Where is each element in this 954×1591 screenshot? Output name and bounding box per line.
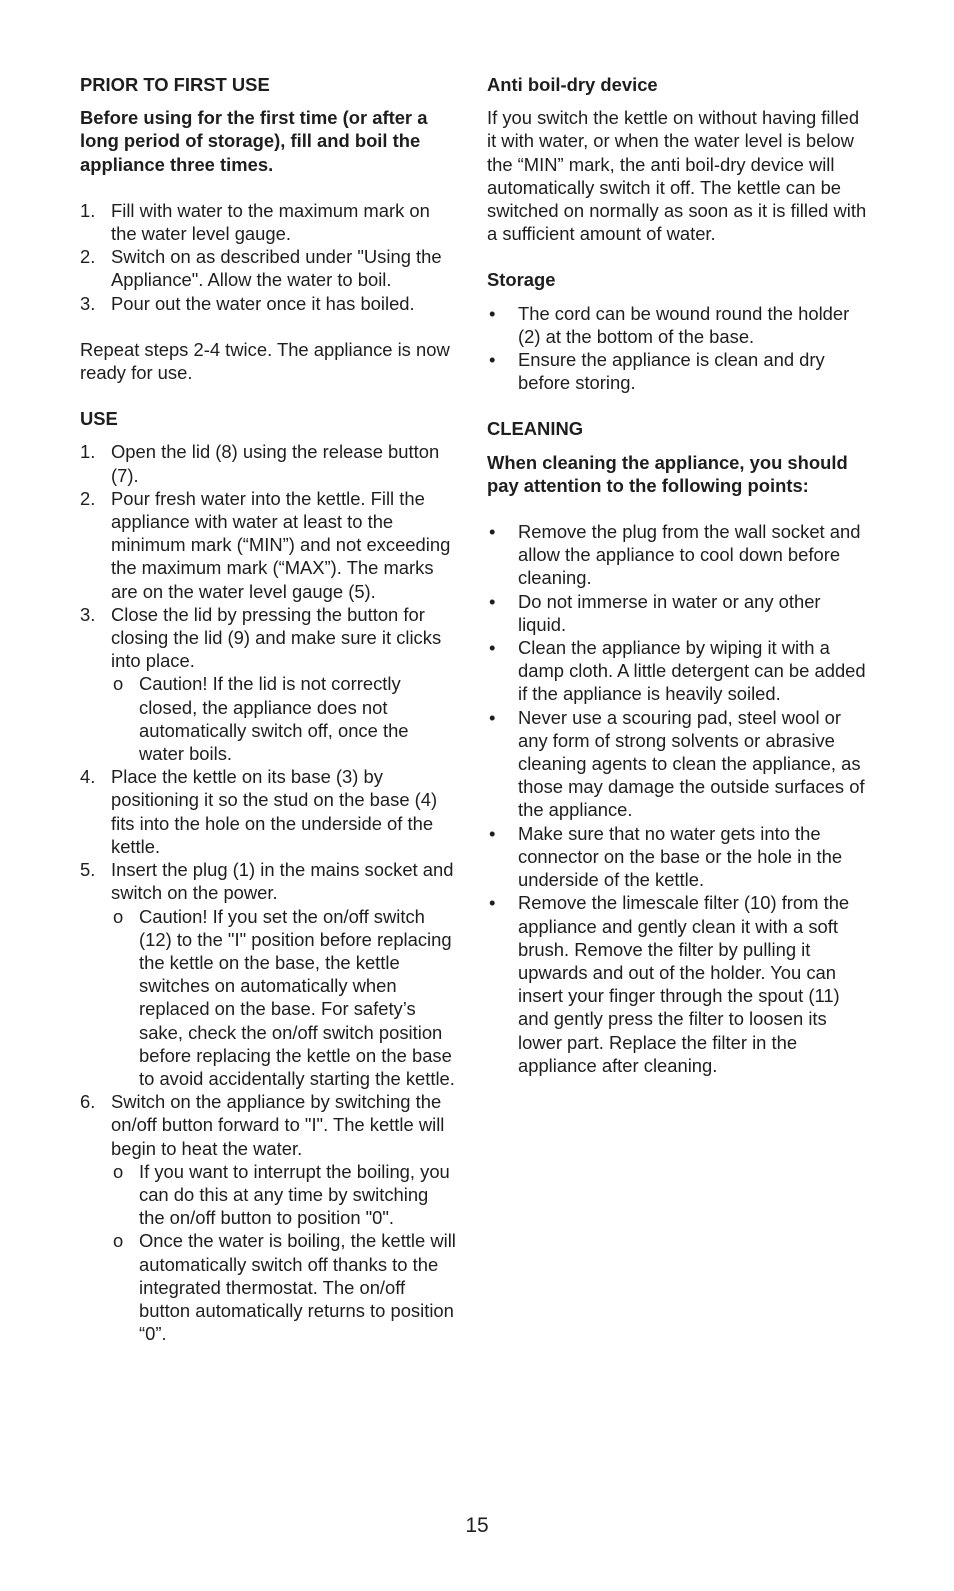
list-item <box>487 891 867 1077</box>
list-item <box>487 590 867 636</box>
prior-to-first-use-section <box>80 73 458 384</box>
section-heading: CLEANING <box>487 418 584 440</box>
sub-list-item <box>111 672 458 765</box>
step-text: Place the kettle on its base (3) by positioning it so the stud on the base (4) fits into the hole on the underside of the kettle. <box>111 766 438 857</box>
bullet-text: Never use a scouring pad, steel wool or any form of strong solvents or abrasive cleaning agents to clean the appliance, as those may damage the outside surfaces of the appliance. <box>518 706 865 821</box>
anti-boil-dry-section <box>487 73 867 245</box>
list-item <box>487 348 867 394</box>
bullet-text: Do not immerse in water or any other liquid. <box>518 590 821 635</box>
step-number: 3. <box>80 603 96 625</box>
bullet-marker: • <box>489 590 496 612</box>
prior-steps-list <box>80 199 458 315</box>
step-text: Switch on as described under "Using the Appliance". Allow the water to boil. <box>111 246 442 291</box>
storage-section <box>487 268 867 394</box>
step-number: 5. <box>80 859 96 881</box>
step-text: Switch on the appliance by switching the on/off button forward to "I". The kettle will begin to heat the water. <box>111 1091 445 1159</box>
sub-list <box>111 1160 458 1346</box>
step-text: Open the lid (8) using the release button (7). <box>111 441 440 486</box>
sub-list-item <box>111 905 458 1091</box>
left-column <box>80 73 458 1368</box>
bullet-marker: • <box>489 302 496 324</box>
section-paragraph: If you switch the kettle on without having filled it with water, or when the water level is below the “MIN” mark, the anti boil-dry device will automatically switch it off. The kettle can be switched on normally as soon as it is filled with a sufficient amount of water. <box>487 107 867 245</box>
step-number: 1. <box>80 199 96 221</box>
list-item <box>80 603 458 765</box>
sub-text: Caution! If the lid is not correctly closed, the appliance does not automatically switch off, once the water boils. <box>139 673 409 765</box>
bullet-text: Clean the appliance by wiping it with a damp cloth. A little detergent can be added if the appliance is heavily soiled. <box>518 637 866 705</box>
list-item <box>80 199 458 245</box>
section-heading: Storage <box>487 269 556 291</box>
list-item <box>80 858 458 1090</box>
sub-text: If you want to interrupt the boiling, you can do this at any time by switching the on/off button to position "0". <box>139 1160 450 1229</box>
bullet-text: Make sure that no water gets into the connector on the base or the hole in the underside of the kettle. <box>518 822 843 891</box>
list-item <box>487 706 867 822</box>
list-item <box>80 292 458 315</box>
bullet-marker: • <box>489 706 496 728</box>
list-item <box>487 302 867 348</box>
sub-marker: o <box>113 1160 124 1182</box>
sub-list-item <box>111 1160 458 1230</box>
use-section <box>80 407 458 1345</box>
bullet-marker: • <box>489 349 496 371</box>
bullet-marker: • <box>489 892 496 914</box>
list-item <box>80 487 458 603</box>
sub-list <box>111 672 458 765</box>
list-item <box>80 245 458 291</box>
list-item <box>80 765 458 858</box>
bullet-text: Remove the limescale filter (10) from the appliance and gently clean it with a soft brush. Remove the filter by pulling it upwards and out of the holder. You can insert your finger through the spout (11) and gently press the filter to loosen its lower part. Replace the filter in the appliance after cleaning. <box>518 892 850 1076</box>
section-heading: PRIOR TO FIRST USE <box>80 74 270 95</box>
bullet-marker: • <box>489 637 496 659</box>
step-number: 4. <box>80 766 96 788</box>
step-number: 6. <box>80 1091 96 1113</box>
section-heading: USE <box>80 408 118 430</box>
bullet-marker: • <box>489 822 496 844</box>
step-number: 2. <box>80 487 96 509</box>
step-text: Pour out the water once it has boiled. <box>111 292 415 314</box>
sub-text: Once the water is boiling, the kettle will automatically switch off thanks to the integrated thermostat. The on/off button automatically returns to position “0”. <box>139 1230 456 1345</box>
sub-list-item <box>111 1229 458 1345</box>
section-lead: Before using for the first time (or after a long period of storage), fill and boil the appliance three times. <box>80 107 428 175</box>
list-item <box>80 440 458 486</box>
sub-marker: o <box>113 905 124 927</box>
page-number: 15 <box>465 1514 489 1537</box>
step-number: 1. <box>80 441 96 463</box>
bullet-text: Ensure the appliance is clean and dry before storing. <box>518 349 825 394</box>
step-text: Insert the plug (1) in the mains socket and switch on the power. <box>111 859 454 904</box>
step-number: 3. <box>80 292 96 314</box>
sub-list <box>111 905 458 1091</box>
step-number: 2. <box>80 246 96 268</box>
step-text: Fill with water to the maximum mark on the water level gauge. <box>111 199 430 245</box>
right-column <box>487 73 867 1100</box>
use-steps-list <box>80 440 458 1345</box>
repeat-note: Repeat steps 2-4 twice. The appliance is now ready for use. <box>80 338 450 384</box>
list-item <box>487 520 867 590</box>
bullet-text: The cord can be wound round the holder (2) at the bottom of the base. <box>518 302 850 347</box>
step-text: Pour fresh water into the kettle. Fill the appliance with water at least to the minimum mark (“MIN”) and not exceeding the maximum mark (“MAX”). The marks are on the water level gauge (5). <box>111 487 451 602</box>
step-text: Close the lid by pressing the button for closing the lid (9) and make sure it clicks into place. <box>111 603 442 672</box>
cleaning-section <box>487 417 867 1076</box>
section-heading: Anti boil-dry device <box>487 74 658 95</box>
section-lead: When cleaning the appliance, you should pay attention to the following points: <box>487 451 848 496</box>
sub-marker: o <box>113 1230 124 1252</box>
list-item <box>487 822 867 892</box>
bullet-text: Remove the plug from the wall socket and allow the appliance to cool down before cleaning. <box>518 521 861 589</box>
list-item <box>487 636 867 706</box>
bullet-marker: • <box>489 521 496 543</box>
sub-text: Caution! If you set the on/off switch (12) to the "I" position before replacing the kettle on the base, the kettle switches on automatically when replaced on the base. For safety’s sake, check the on/off switch position before replacing the kettle on the base to avoid accidentally starting the kettle. <box>139 905 455 1089</box>
cleaning-list <box>487 520 867 1077</box>
list-item <box>80 1090 458 1345</box>
storage-list <box>487 302 867 395</box>
sub-marker: o <box>113 673 124 695</box>
